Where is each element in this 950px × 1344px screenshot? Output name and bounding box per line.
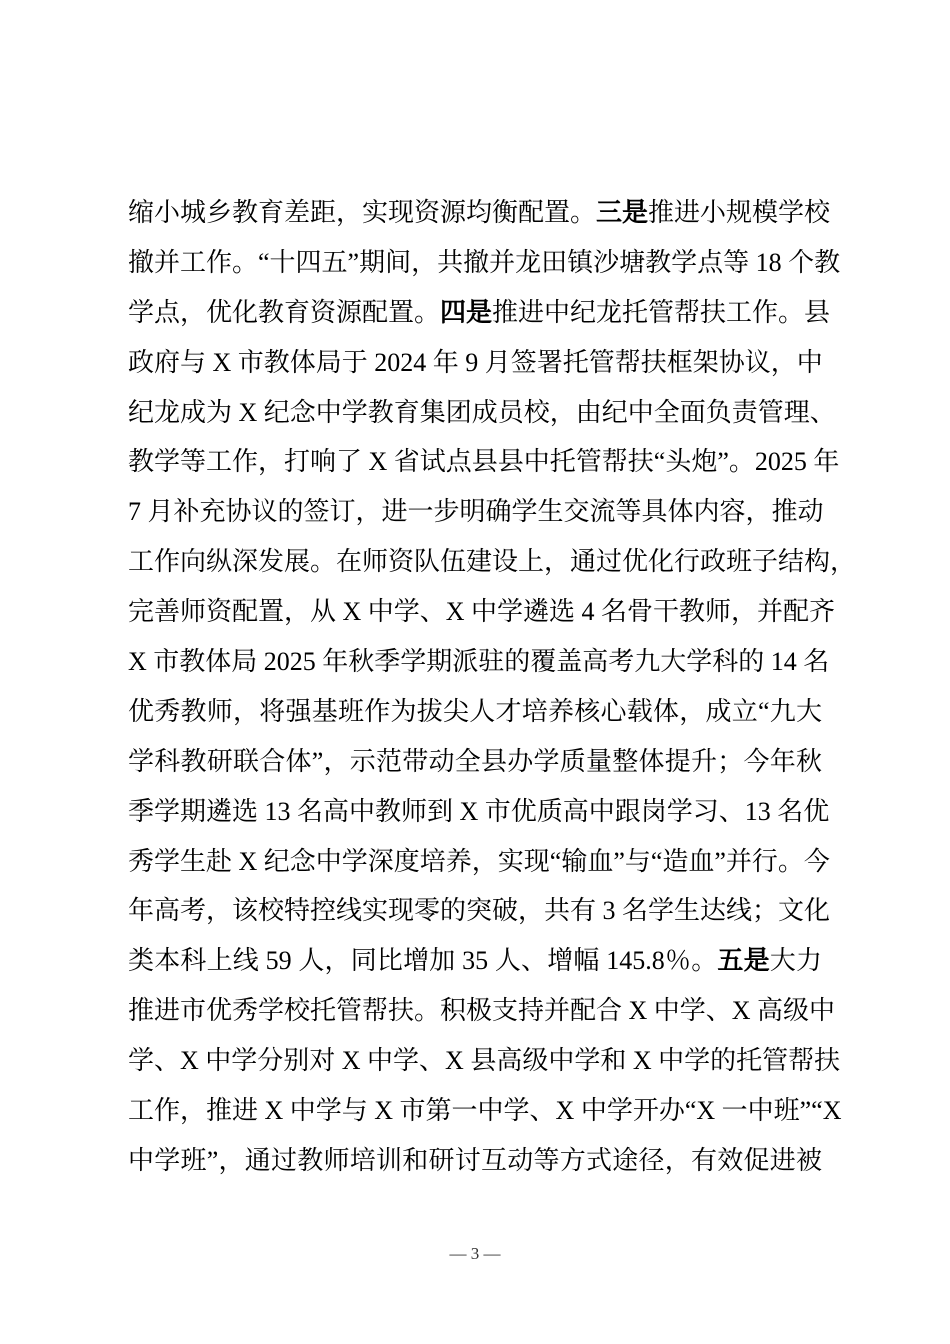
body-paragraph [128, 188, 857, 1186]
text-segment: 完善师资配置，从 X 中学、X 中学遴选 4 名骨干教师，并配齐 [128, 597, 836, 627]
text-line [128, 388, 836, 438]
text-line [128, 687, 822, 737]
text-line [128, 338, 822, 388]
text-segment: 类本科上线 59 人，同比增加 35 人、增幅 145.8％。 [128, 946, 718, 976]
text-segment: 年高考，该校特控线实现零的突破，共有 3 名学生达线；文化 [128, 896, 831, 926]
text-line [128, 787, 830, 837]
text-segment: 推进小规模学校 [648, 198, 831, 227]
page-number: — 3 — [449, 1244, 501, 1263]
text-line [128, 986, 836, 1036]
text-segment: 政府与 X 市教体局于 2024 年 9 月签署托管帮扶框架协议，中 [128, 347, 823, 377]
text-segment: 推进中纪龙托管帮扶工作。县 [492, 297, 831, 327]
text-line [128, 288, 831, 338]
text-line [128, 188, 831, 238]
text-line [128, 537, 857, 587]
text-segment: 工作向纵深发展。在师资队伍建设上，通过优化行政班子结构， [128, 547, 857, 577]
bold-lead-phrase: 四是 [440, 297, 493, 327]
bold-lead-phrase: 五是 [717, 946, 770, 976]
bold-lead-phrase: 三是 [596, 198, 649, 227]
text-segment: 7 月补充协议的签订，进一步明确学生交流等具体内容，推动 [128, 497, 824, 527]
text-segment: 季学期遴选 13 名高中教师到 X 市优质高中跟岗学习、13 名优 [128, 796, 830, 826]
text-line [128, 886, 831, 936]
text-segment: 学科教研联合体”，示范带动全县办学质量整体提升；今年秋 [128, 746, 822, 776]
text-line [128, 637, 830, 687]
text-segment: 推进市优秀学校托管帮扶。积极支持并配合 X 中学、X 高级中 [128, 996, 836, 1026]
text-line [128, 437, 840, 487]
text-segment: 工作，推进 X 中学与 X 市第一中学、X 中学开办“X 一中班”“X [128, 1096, 842, 1126]
text-segment: 纪龙成为 X 纪念中学教育集团成员校，由纪中全面负责管理、 [128, 397, 836, 427]
text-line [128, 936, 822, 986]
text-segment: 优秀教师，将强基班作为拔尖人才培养核心载体，成立“九大 [128, 696, 822, 726]
text-segment: 大力 [769, 946, 822, 976]
text-segment: 撤并工作。“十四五”期间，共撤并龙田镇沙塘教学点等 18 个教 [128, 247, 841, 277]
text-line [128, 487, 822, 537]
text-segment: X 市教体局 2025 年秋季学期派驻的覆盖高考九大学科的 14 名 [128, 647, 830, 677]
text-segment: 教学等工作，打响了 X 省试点县县中托管帮扶“头炮”。2025 年 [128, 447, 840, 477]
text-segment: 中学班”，通过教师培训和研讨互动等方式途径，有效促进被 [128, 1145, 822, 1175]
text-line [128, 1136, 822, 1186]
text-segment: 缩小城乡教育差距，实现资源均衡配置。 [128, 198, 597, 227]
text-line [128, 737, 822, 787]
text-segment: 秀学生赴 X 纪念中学深度培养，实现“输血”与“造血”并行。今 [128, 846, 830, 876]
text-line [128, 837, 830, 887]
text-segment: 学点，优化教育资源配置。 [128, 297, 441, 327]
text-segment: 学、X 中学分别对 X 中学、X 县高级中学和 X 中学的托管帮扶 [128, 1046, 841, 1076]
text-line [128, 1036, 841, 1086]
text-line [128, 238, 841, 288]
text-line [128, 1086, 842, 1136]
text-line [128, 587, 836, 637]
